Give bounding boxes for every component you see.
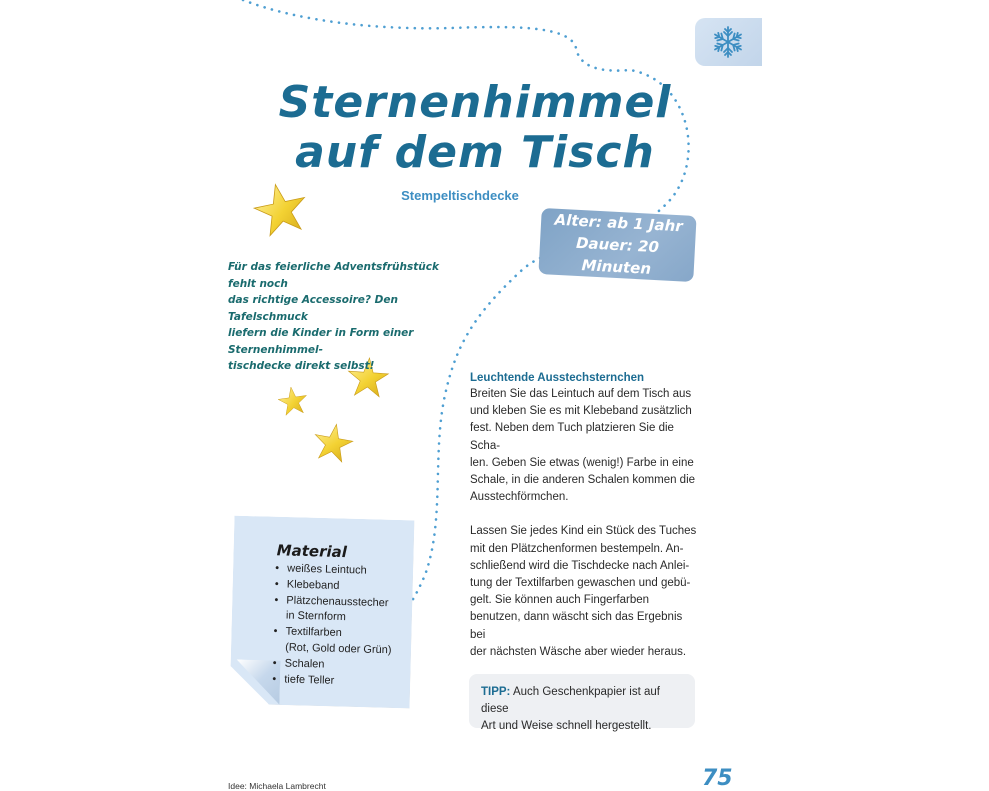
intro-text [228,259,468,375]
instructions-heading: Leuchtende Ausstechsternchen [470,372,645,384]
text-line: benutzen, dann wäscht sich das Ergebnis bei [470,611,683,641]
material-list-box [270,541,414,691]
title-line-2: auf dem Tisch [295,127,655,178]
material-heading: Material [276,541,348,562]
intro-line: liefern die Kinder in Form einer Sternenhimmel- [228,327,414,356]
section-tab [695,18,762,66]
tip-text: Art und Weise schnell hergestellt. [481,720,652,732]
list-item: • Schalen [271,656,411,675]
list-item-line: Plätzchenausstecher [286,594,389,609]
text-line: mit den Plätzchenformen bestempeln. An- [470,542,684,555]
star-icon [250,179,310,237]
text-line: len. Geben Sie etwas (wenig!) Farbe in eine [470,456,694,469]
instructions-paragraph-1 [470,386,698,506]
age-duration-box [538,208,696,282]
star-icon [277,385,309,416]
intro-line: Für das feierliche Adventsfrühstück fehlt noch [228,261,439,290]
duration-label: Dauer: 20 Minuten [575,233,660,278]
text-line: Lassen Sie jedes Kind ein Stück des Tuches [470,525,697,538]
text-line: Schale, in die anderen Schalen kommen die [470,474,696,487]
text-line: schließend wird die Tischdecke nach Anlei- [470,559,690,572]
page-subtitle: Stempeltischdecke [401,188,519,203]
list-item: • weißes Leintuch [273,561,413,580]
intro-line: tischdecke direkt selbst! [228,360,375,372]
list-item: • tiefe Teller [270,672,410,691]
text-line: der nächsten Wäsche aber wieder heraus. [470,645,687,658]
age-label: Alter: ab 1 Jahr [554,210,684,236]
material-list [270,561,413,691]
text-line: Breiten Sie das Leintuch auf dem Tisch aus [470,388,692,400]
instructions-paragraph-2 [470,523,698,661]
tip-text: Auch Geschenkpapier ist auf diese [481,686,660,715]
intro-line: das richtige Accessoire? Den Tafelschmuck [228,294,398,323]
idea-credit: Idee: Michaela Lambrecht [228,781,326,791]
list-item [272,593,413,628]
instructions [470,371,698,678]
tip-box [469,674,695,732]
text-line: Ausstechförmchen. [470,491,569,504]
list-item-line: (Rot, Gold oder Grün) [285,641,392,657]
list-item-line: Textilfarben [285,625,342,640]
list-item [271,624,412,659]
star-icon [311,421,355,463]
page-title [230,78,720,178]
snowflake-icon [711,25,745,59]
list-item: • Klebeband [273,577,413,596]
list-item-line: in Sternform [285,609,347,624]
text-line: gelt. Sie können auch Fingerfarben [470,594,650,607]
text-line: fest. Neben dem Tuch platzieren Sie die Scha- [470,422,674,452]
page-number: 75 [702,766,733,791]
text-line: tung der Textilfarben gewaschen und gebü- [470,577,691,590]
title-line-1: Sternenhimmel [278,77,672,128]
tip-label: TIPP: [481,686,511,698]
text-line: und kleben Sie es mit Klebeband zusätzlich [470,405,692,418]
